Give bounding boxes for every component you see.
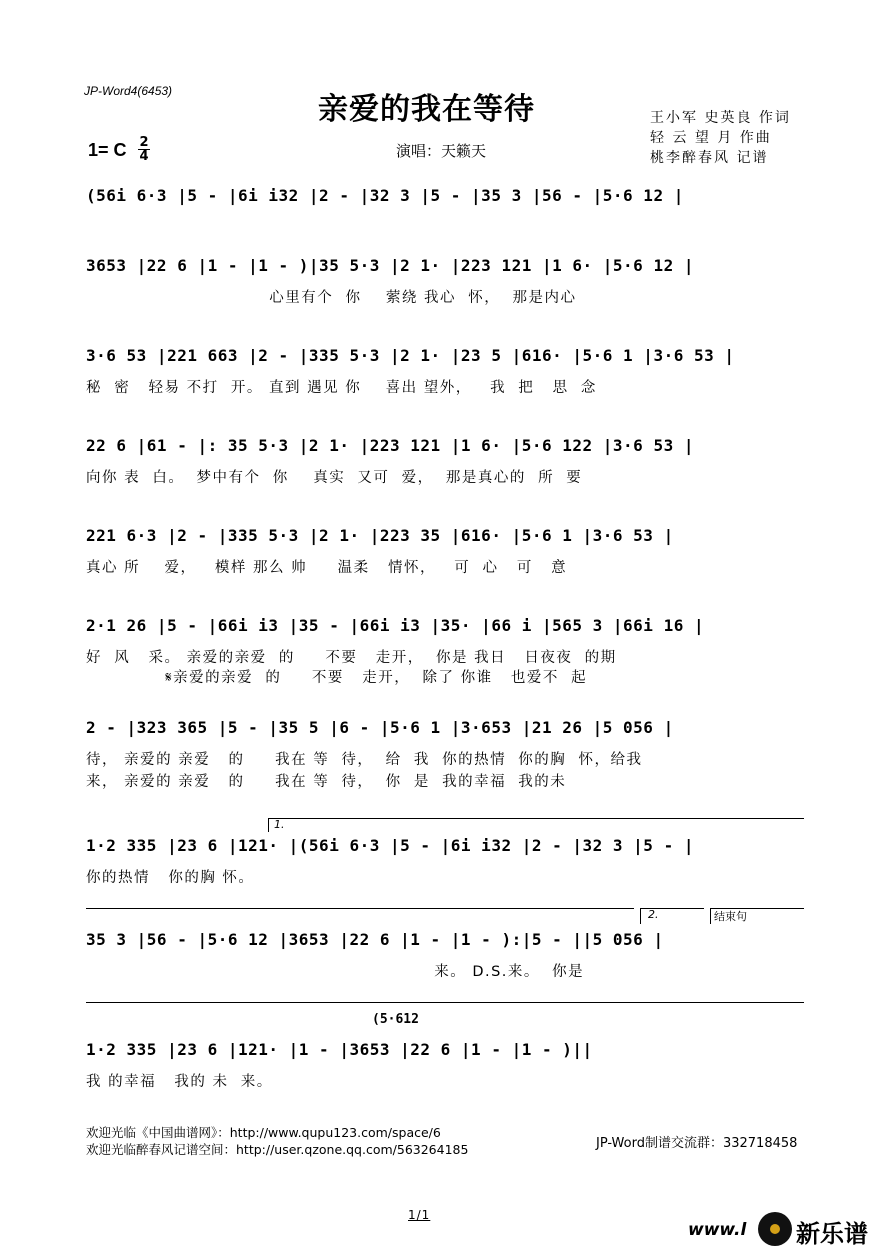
software-label: JP-Word4(6453): [84, 84, 173, 98]
bracket-notes: (5·612: [372, 1012, 419, 1027]
credit-lyricist: 王小军 史英良 作词: [650, 110, 791, 126]
score-line-9: 35 3 |56 - |5·6 12 |3653 |22 6 |1 - |1 - ):|5 - ||5 056 |: [86, 930, 664, 949]
score-line-4: 22 6 |61 - |: 35 5·3 |2 1· |223 121 |1 6· |5·6 122 |3·6 53 |: [86, 436, 694, 455]
score-line-1: (56i 6·3 |5 - |6i i32 |2 - |32 3 |5 - |35 3 |56 - |5·6 12 |: [86, 186, 684, 205]
brand-url: www.l: [688, 1220, 747, 1240]
ending-2-bracket-edge: [640, 908, 641, 924]
lyric-line-8: 你的热情 你的胸 怀。: [86, 870, 255, 886]
ending-1-label: 1.: [274, 818, 285, 831]
footer-links: [86, 1124, 468, 1158]
time-signature: [138, 136, 150, 163]
lyric-line-2: 心里有个 你 萦绕 我心 怀， 那是内心: [86, 290, 577, 306]
credit-composer: 轻 云 望 月 作曲: [650, 130, 772, 146]
lyric-line-3: 秘 密 轻易 不打 开。 直到 遇见 你 喜出 望外， 我 把 思 念: [86, 380, 597, 396]
score-line-6: 2·1 26 |5 - |66i i3 |35 - |66i i3 |35· |66 i |565 3 |66i 16 |: [86, 616, 705, 635]
lyric-line-7a: 待， 亲爱的 亲爱 的 我在 等 待， 给 我 你的热情 你的胸 怀，给我: [86, 752, 643, 768]
lyric-line-5: 真心 所 爱， 模样 那么 帅 温柔 情怀， 可 心 可 意: [86, 560, 568, 576]
time-top: 2: [139, 135, 149, 150]
score-line-7: 2 - |323 365 |5 - |35 5 |6 - |5·6 1 |3·653 |21 26 |5 056 |: [86, 718, 674, 737]
lyric-line-6a: 好 风 采。 亲爱的亲爱 的 不要 走开， 你是 我日 日夜夜 的期: [86, 650, 617, 666]
page-number: [408, 1208, 430, 1222]
credits: [650, 108, 791, 168]
footer-link-1: 欢迎光临《中国曲谱网》：http://www.qupu123.com/space/6: [86, 1125, 441, 1140]
credit-transcriber: 桃李醉春风 记谱: [650, 150, 769, 166]
score-line-5: 221 6·3 |2 - |335 5·3 |2 1· |223 35 |616· |5·6 1 |3·6 53 |: [86, 526, 674, 545]
lyric-line-10: 我 的幸福 我的 未 来。: [86, 1074, 273, 1090]
score-line-2: 3653 |22 6 |1 - |1 - )|35 5·3 |2 1· |223 121 |1 6· |5·6 12 |: [86, 256, 694, 275]
score-line-3: 3·6 53 |221 663 |2 - |335 5·3 |2 1· |23 5 |616· |5·6 1 |3·6 53 |: [86, 346, 735, 365]
lyric-line-7b: 来， 亲爱的 亲爱 的 我在 等 待， 你 是 我的幸福 我的未: [86, 774, 567, 790]
ending-2-label: 2.: [648, 908, 659, 921]
footer-link-2: 欢迎光临醉春风记谱空间：http://user.qzone.qq.com/563264185: [86, 1142, 469, 1157]
lyric-line-6b: 𝄋亲爱的亲爱 的 不要 走开， 除了 你谁 也爱不 起: [86, 670, 588, 686]
ending-1-bracket-edge: [268, 818, 269, 832]
lyric-line-4: 向你 表 白。 梦中有个 你 真实 又可 爱， 那是真心的 所 要: [86, 470, 583, 486]
brand-name: 新乐谱: [796, 1220, 868, 1248]
continuation-line: [86, 908, 634, 909]
coda-bracket-edge: [710, 908, 711, 924]
score-line-8: 1·2 335 |23 6 |121· |(56i 6·3 |5 - |6i i32 |2 - |32 3 |5 - |: [86, 836, 694, 855]
time-bottom: 4: [139, 149, 149, 164]
brand-logo-icon: [758, 1212, 792, 1246]
song-title: 亲爱的我在等待: [318, 92, 535, 127]
singer: 演唱：天籁天: [396, 142, 487, 160]
coda-label: 结束句: [714, 910, 747, 923]
score-line-10: 1·2 335 |23 6 |121· |1 - |3653 |22 6 |1 - |1 - )||: [86, 1040, 593, 1059]
page-number-text: 1/1: [408, 1208, 431, 1222]
key-signature: 1= C: [88, 140, 127, 160]
section-line: [86, 1002, 804, 1003]
lyric-line-9: 来。 D.S.来。 你是: [86, 964, 585, 980]
ending-1-bracket: [268, 818, 804, 819]
footer-group: JP-Word制谱交流群：332718458: [596, 1136, 798, 1151]
